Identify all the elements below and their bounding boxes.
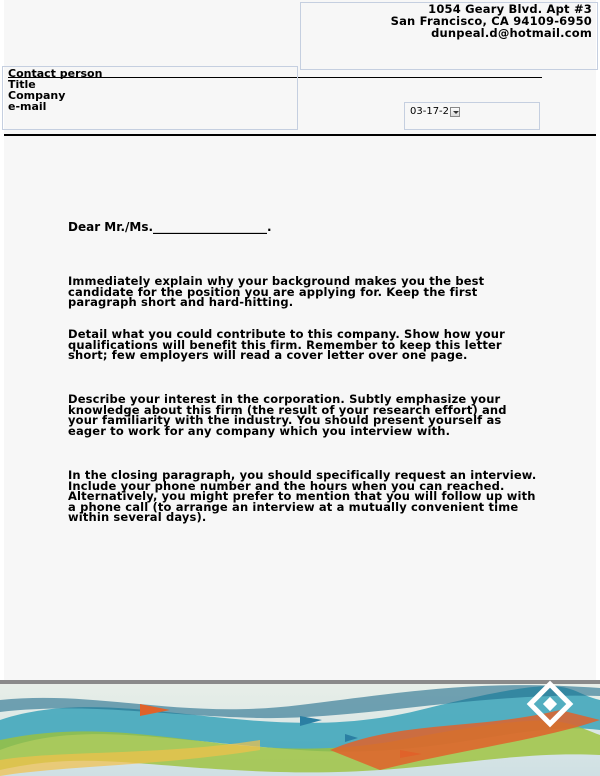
recipient-contact: Contact person bbox=[8, 67, 103, 80]
sender-address-block[interactable] bbox=[300, 2, 598, 70]
body-paragraph-3: Describe your interest in the corporation. Subtly emphasize your knowledge about this firm (the result of your research effort) and your familiarity with the industry. You should present yourself as eager to work for any company which you interview with. bbox=[68, 392, 507, 438]
date-picker[interactable] bbox=[410, 105, 460, 119]
salutation: Dear Mr./Ms.___________________. bbox=[68, 220, 272, 234]
body-paragraph-1: Immediately explain why your background makes you the best candidate for the position you are applying for. Keep the first paragraph short and hard-hitting. bbox=[68, 274, 485, 310]
sender-address-line2: San Francisco, CA 94109-6950 bbox=[390, 14, 592, 28]
date-dropdown-icon[interactable] bbox=[450, 107, 460, 117]
date-value: 03-17-2 bbox=[410, 106, 450, 117]
body-paragraph-4: In the closing paragraph, you should specifically request an interview. Include your phone number and the hours when you can reached. Alternatively, you might prefer to mention that you will follow up with a phone call (to arrange an interview at a mutually convenient time within several days). bbox=[68, 468, 537, 525]
recipient-email: e-mail bbox=[8, 100, 47, 113]
header-divider bbox=[4, 134, 596, 136]
recipient-block[interactable] bbox=[2, 66, 298, 130]
body-paragraph-2: Detail what you could contribute to this company. Show how your qualifications will benefit this firm. Remember to keep this letter short; few employers will read a cover letter over one page. bbox=[68, 327, 505, 363]
footer-decoration bbox=[0, 680, 600, 776]
recipient-company: Company bbox=[8, 89, 66, 102]
recipient-title: Title bbox=[8, 78, 36, 91]
sender-email: dunpeal.d@hotmail.com bbox=[431, 26, 592, 40]
sender-address-line1: 1054 Geary Blvd. Apt #3 bbox=[428, 2, 592, 16]
footer-swoosh-graphic bbox=[0, 680, 600, 776]
